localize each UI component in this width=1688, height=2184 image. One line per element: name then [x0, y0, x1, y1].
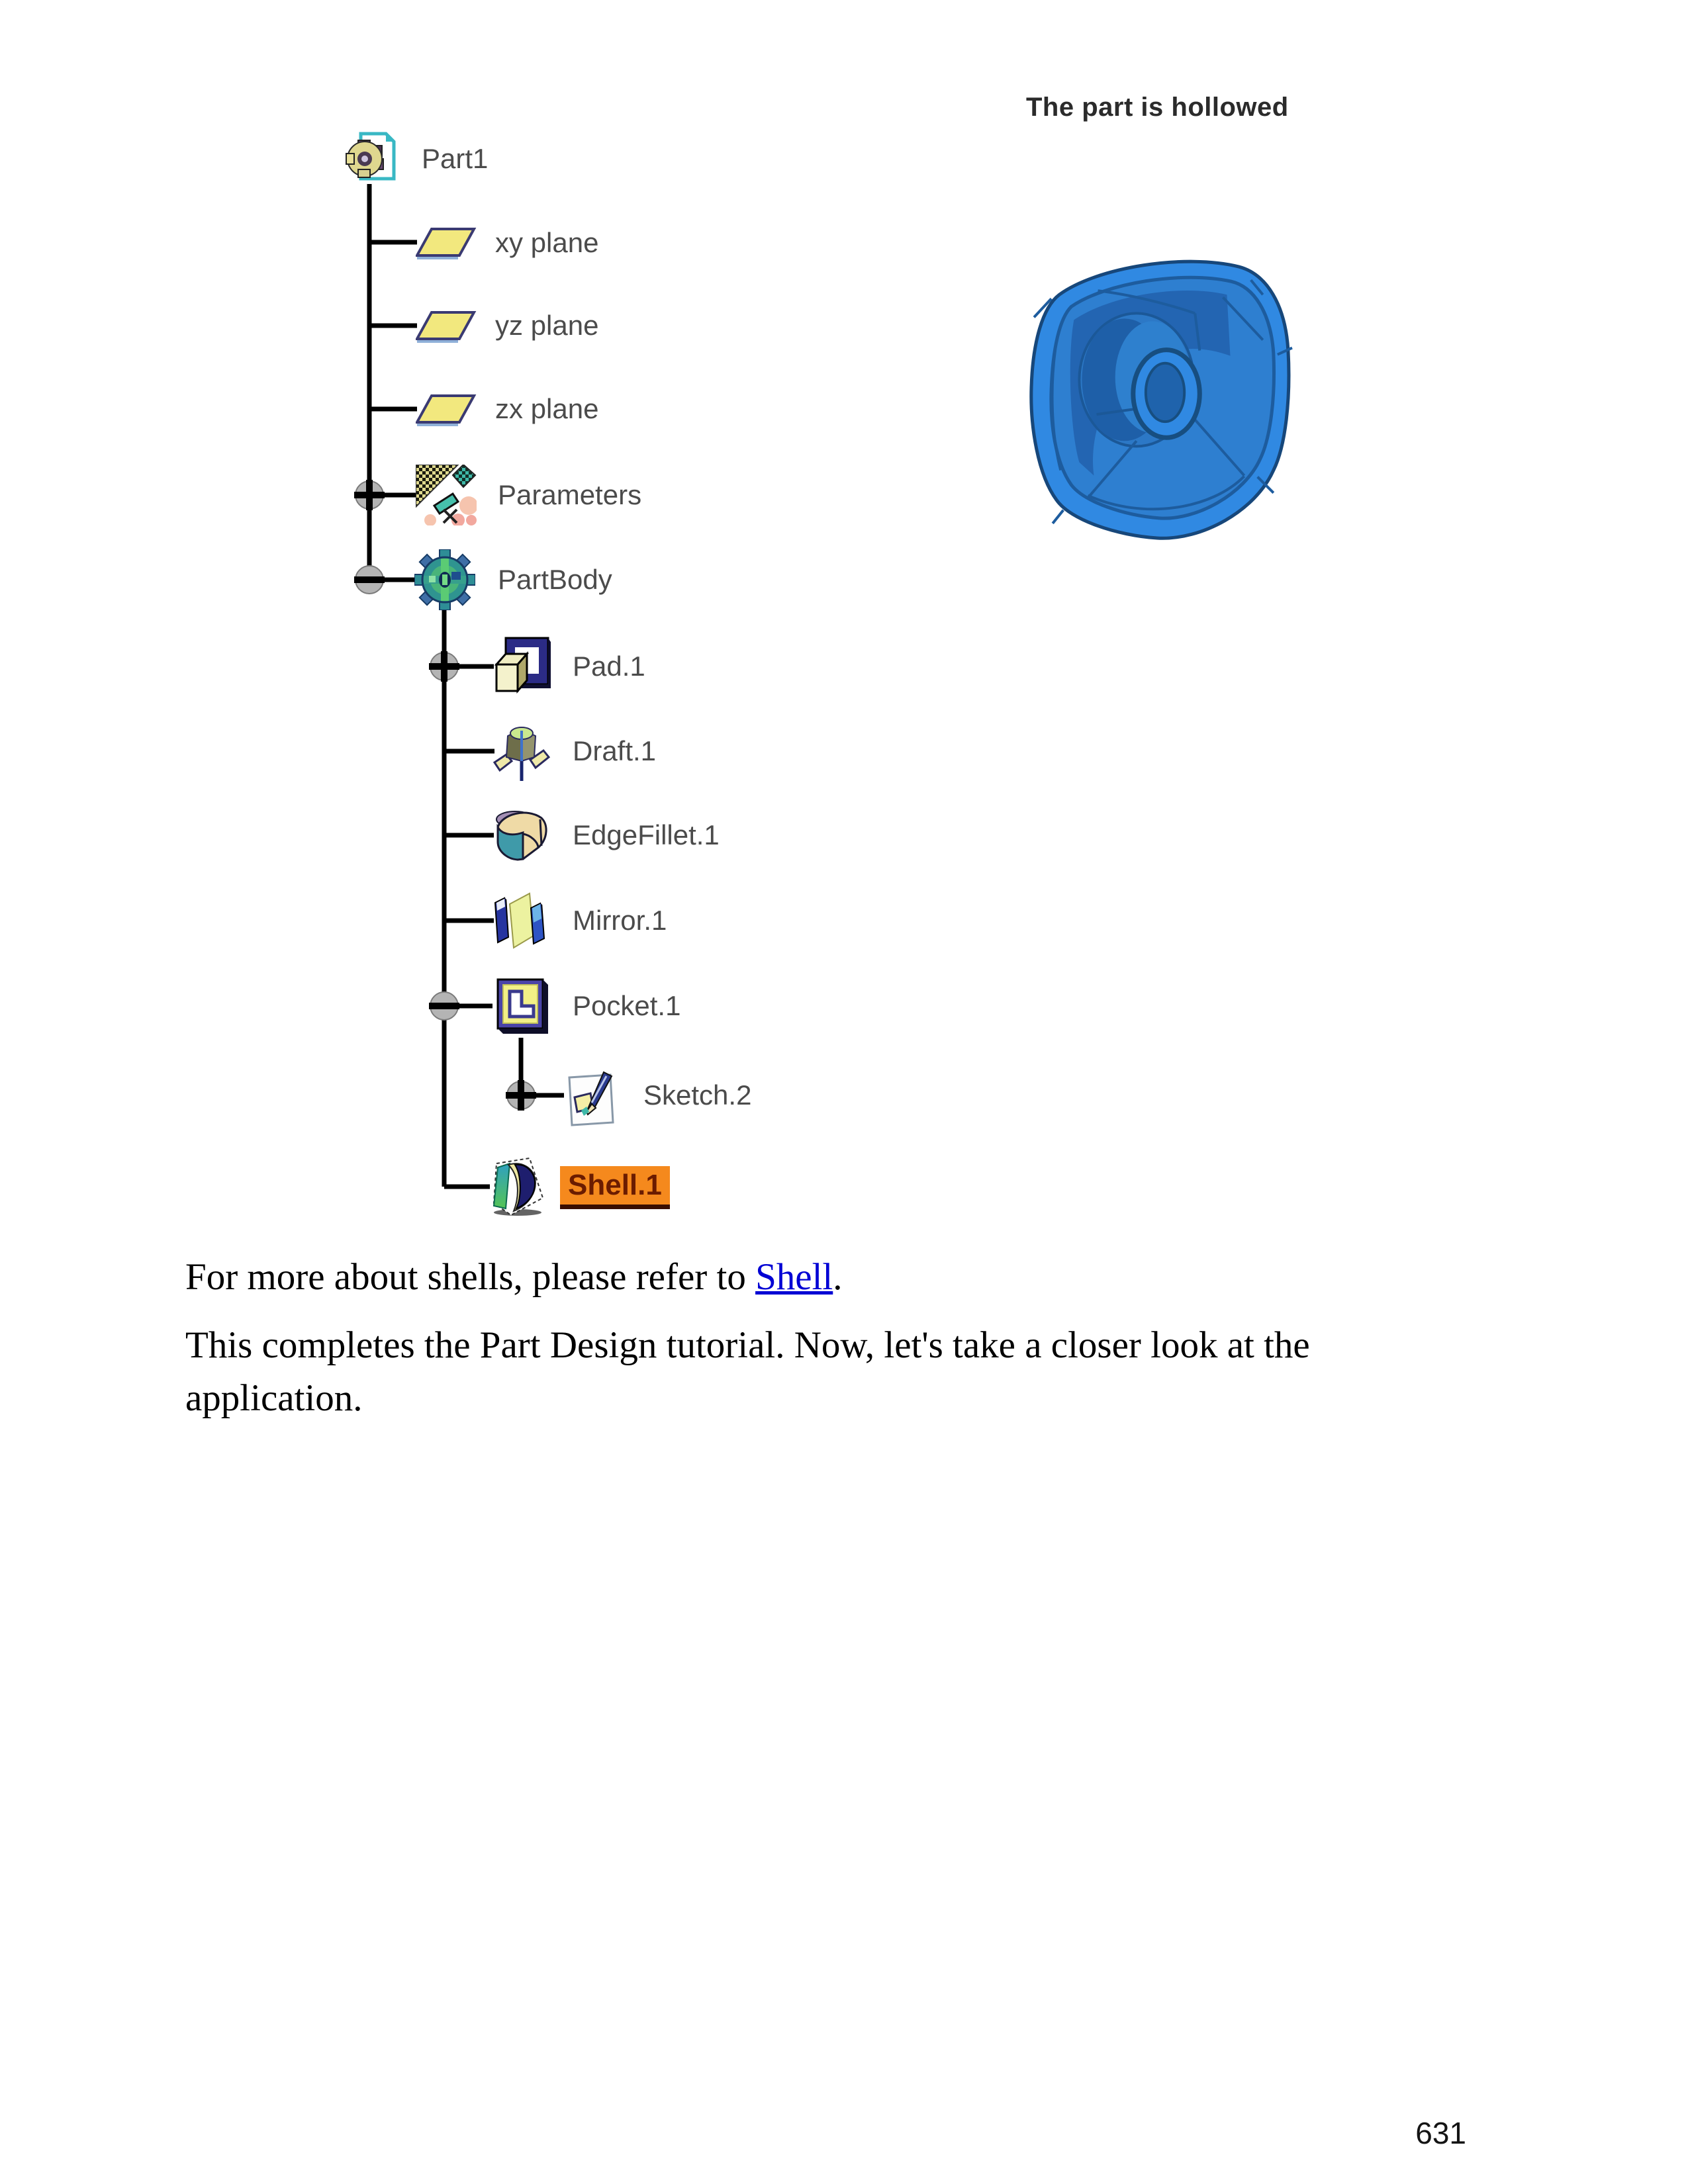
tree-item-part1: Part1 [422, 143, 489, 174]
tree-item-edgefillet: EdgeFillet.1 [573, 819, 720, 850]
tree-item-partbody: PartBody [498, 564, 612, 595]
expand-node-pad [429, 651, 459, 682]
tree-item-shell-selected: Shell.1 [560, 1166, 670, 1209]
draft-icon [493, 723, 550, 782]
mirror-icon [492, 892, 551, 949]
hollowed-part-image [1025, 255, 1297, 543]
edgefillet-icon [492, 807, 549, 864]
zx-plane-icon [416, 392, 477, 428]
collapse-node-partbody [354, 566, 385, 594]
collapse-node-pocket [429, 992, 459, 1020]
paragraph-text-suffix: . [833, 1256, 843, 1298]
part-boss-hole [1146, 363, 1184, 422]
spec-tree [0, 0, 861, 1257]
part-root-icon [341, 130, 398, 187]
figure-caption: The part is hollowed [1026, 93, 1289, 122]
tree-item-xy-plane: xy plane [495, 227, 599, 258]
partbody-icon [414, 549, 475, 610]
parameters-icon [416, 465, 477, 525]
tree-item-mirror: Mirror.1 [573, 905, 667, 936]
shell-icon [489, 1157, 545, 1216]
tree-item-parameters: Parameters [498, 479, 642, 510]
tree-item-draft: Draft.1 [573, 735, 657, 766]
sketch-icon [563, 1069, 624, 1128]
tree-item-sketch: Sketch.2 [643, 1079, 752, 1111]
pad-icon [492, 637, 551, 695]
tree-item-pad: Pad.1 [573, 651, 645, 682]
paragraph-tutorial-complete: This completes the Part Design tutorial. Now, let's take a closer look at the application. [185, 1324, 1310, 1419]
tree-item-pocket: Pocket.1 [573, 990, 681, 1021]
tree-item-yz-plane: yz plane [495, 310, 599, 341]
yz-plane-icon [416, 308, 477, 344]
page-number: 631 [1415, 2116, 1466, 2150]
expand-node-sketch [506, 1080, 536, 1111]
shell-link[interactable]: Shell [755, 1256, 833, 1298]
expand-node-parameters [354, 480, 385, 510]
paragraph-text: For more about shells, please refer to [185, 1256, 756, 1298]
xy-plane-icon [416, 225, 477, 261]
tree-connector-lines [0, 0, 861, 1257]
pocket-icon [491, 977, 552, 1038]
tree-item-zx-plane: zx plane [495, 393, 599, 424]
paragraph-shell-reference [185, 1251, 843, 1304]
